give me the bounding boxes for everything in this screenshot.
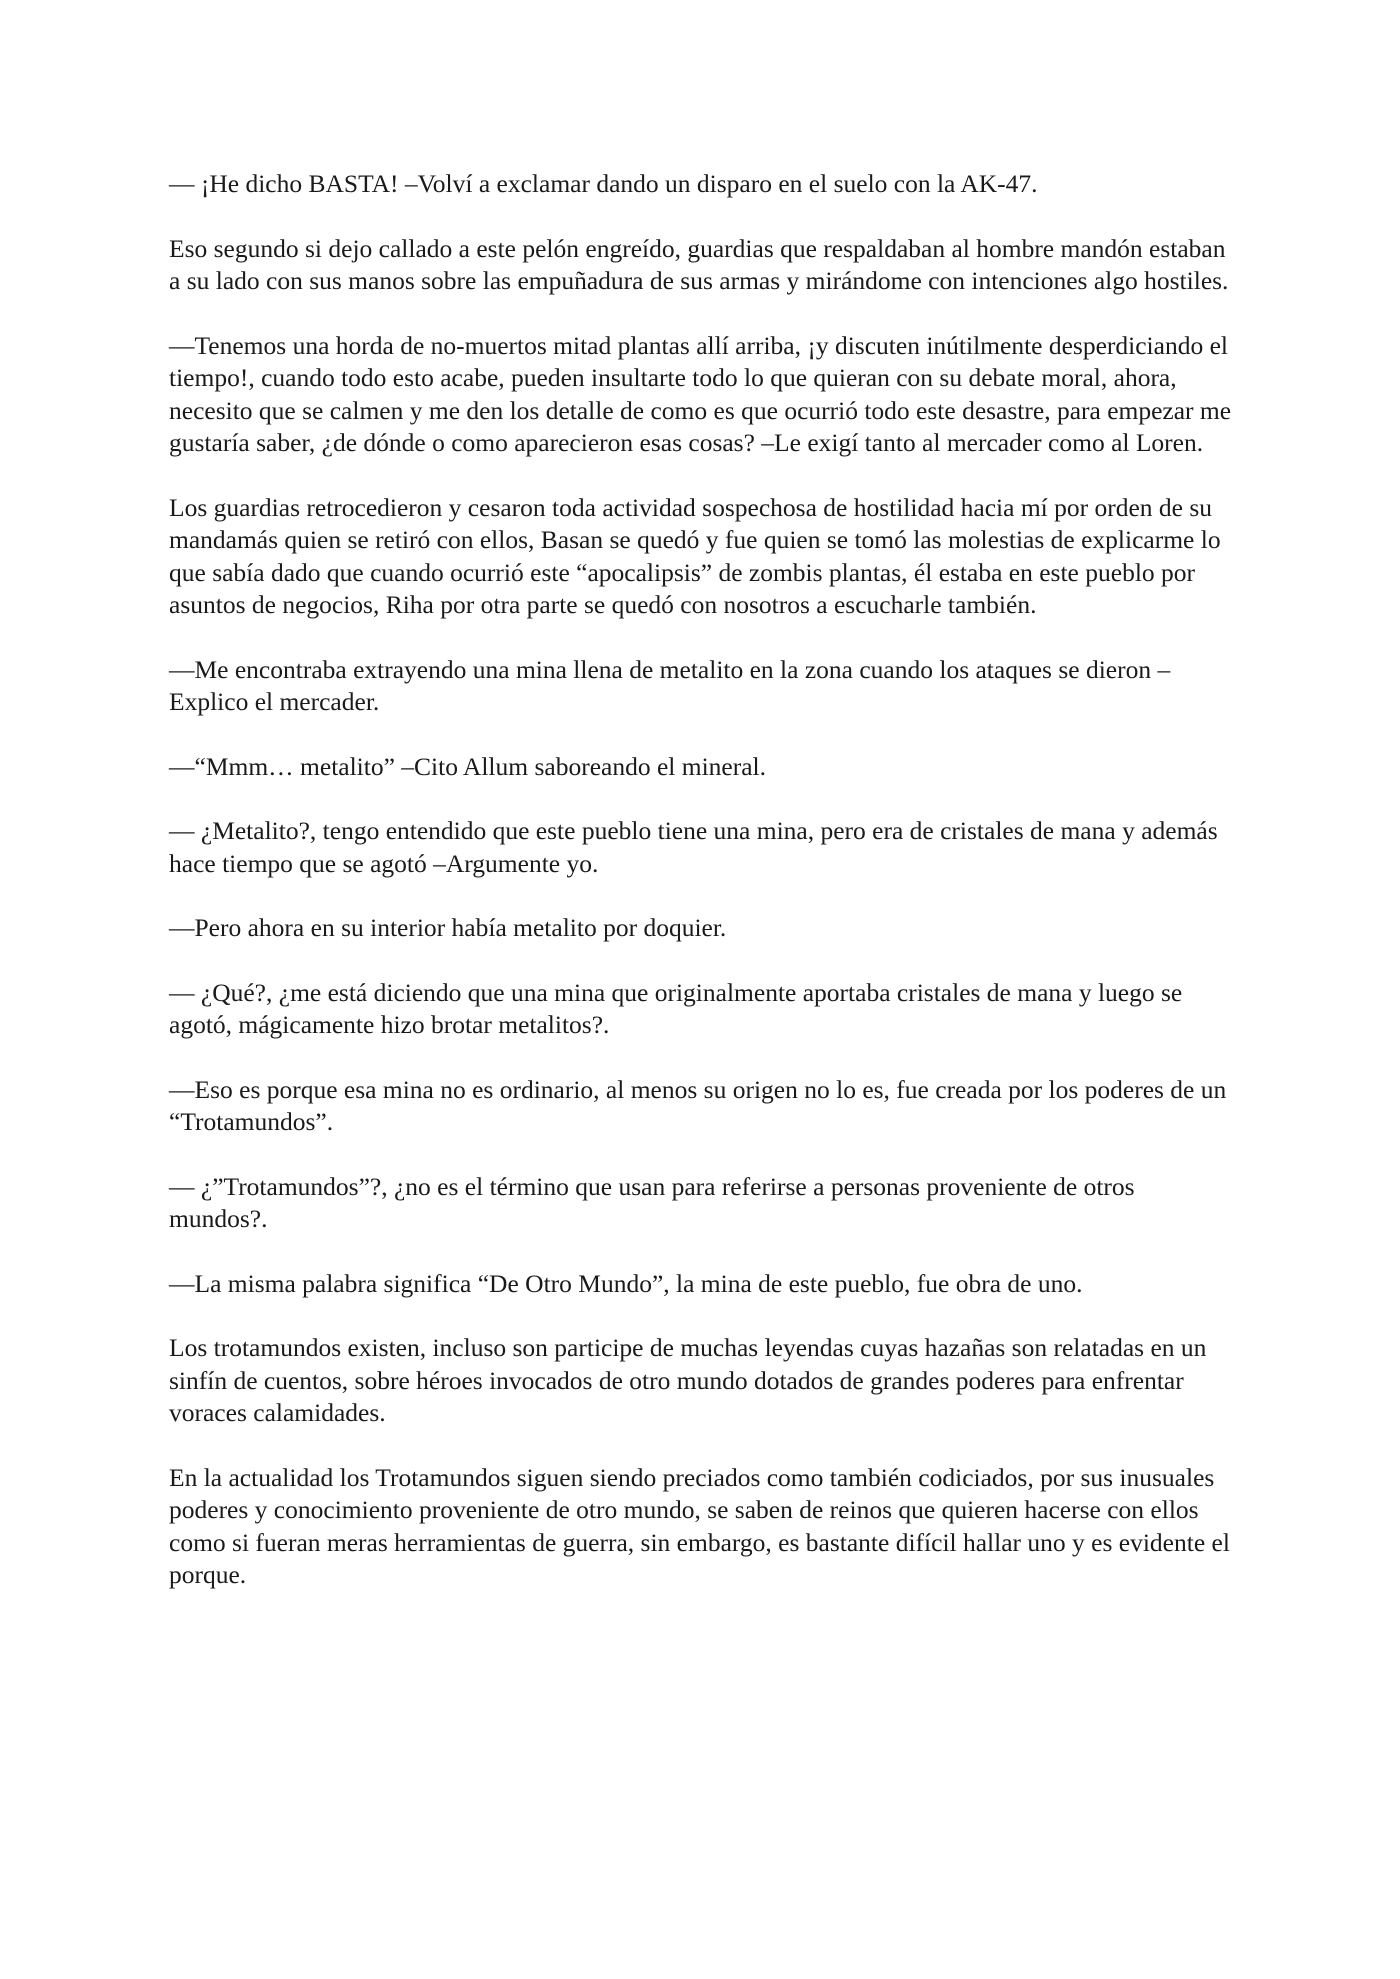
paragraph-10: —Eso es porque esa mina no es ordinario, al menos su origen no lo es, fue creada por los poderes de un “Trotamundos”. bbox=[169, 1074, 1227, 1136]
paragraph-9: — ¿Qué?, ¿me está diciendo que una mina que originalmente aportaba cristales de mana y luego se agotó, mágicamente hizo brotar metalitos?. bbox=[169, 977, 1183, 1039]
paragraph-6: —“Mmm… metalito” –Cito Allum saboreando el mineral. bbox=[169, 751, 767, 781]
paragraph-13: Los trotamundos existen, incluso son participe de muchas leyendas cuyas hazañas son relatadas en un sinfín de cuentos, sobre héroes invocados de otro mundo dotados de grandes poderes para enfrentar voraces calamidades. bbox=[169, 1333, 1207, 1427]
paragraph-4: Los guardias retrocedieron y cesaron toda actividad sospechosa de hostilidad hacia mí por orden de su mandamás quien se retiró con ellos, Basan se quedó y fue quien se tomó las molestias de explicarme lo que sabía dado que cuando ocurrió este “apocalipsis” de zombis plantas, él estaba en este pueblo por asuntos de negocios, Riha por otra parte se quedó con nosotros a escucharle también. bbox=[169, 492, 1221, 619]
paragraph-11: — ¿”Trotamundos”?, ¿no es el término que usan para referirse a personas proveniente de otros mundos?. bbox=[169, 1171, 1135, 1233]
paragraph-12: —La misma palabra significa “De Otro Mundo”, la mina de este pueblo, fue obra de uno. bbox=[169, 1268, 1083, 1298]
paragraph-1: — ¡He dicho BASTA! –Volví a exclamar dando un disparo en el suelo con la AK-47. bbox=[169, 169, 1038, 198]
paragraph-5: —Me encontraba extrayendo una mina llena de metalito en la zona cuando los ataques se dieron –Explico el mercader. bbox=[169, 654, 1171, 716]
paragraph-3: —Tenemos una horda de no-muertos mitad plantas allí arriba, ¡y discuten inútilmente desperdiciando el tiempo!, cuando todo esto acabe, pueden insultarte todo lo que quieran con su debate moral, ahora, necesito que se calmen y me den los detalle de como es que ocurrió todo este desastre, para empezar me gustaría saber, ¿de dónde o como aparecieron esas cosas? –Le exigí tanto al mercader como al Loren. bbox=[169, 330, 1232, 457]
paragraph-14: En la actualidad los Trotamundos siguen siendo preciados como también codiciados, por sus inusuales poderes y conocimiento proveniente de otro mundo, se saben de reinos que quieren hacerse con ellos como si fueran meras herramientas de guerra, sin embargo, es bastante difícil hallar uno y es evidente el porque. bbox=[169, 1462, 1230, 1589]
document-body bbox=[169, 168, 1234, 1624]
paragraph-7: — ¿Metalito?, tengo entendido que este pueblo tiene una mina, pero era de cristales de mana y además hace tiempo que se agotó –Argumente yo. bbox=[169, 816, 1218, 878]
paragraph-8: —Pero ahora en su interior había metalito por doquier. bbox=[169, 913, 727, 942]
paragraph-2: Eso segundo si dejo callado a este pelón engreído, guardias que respaldaban al hombre mandón estaban a su lado con sus manos sobre las empuñadura de sus armas y mirándome con intenciones algo hostiles. bbox=[169, 233, 1229, 295]
